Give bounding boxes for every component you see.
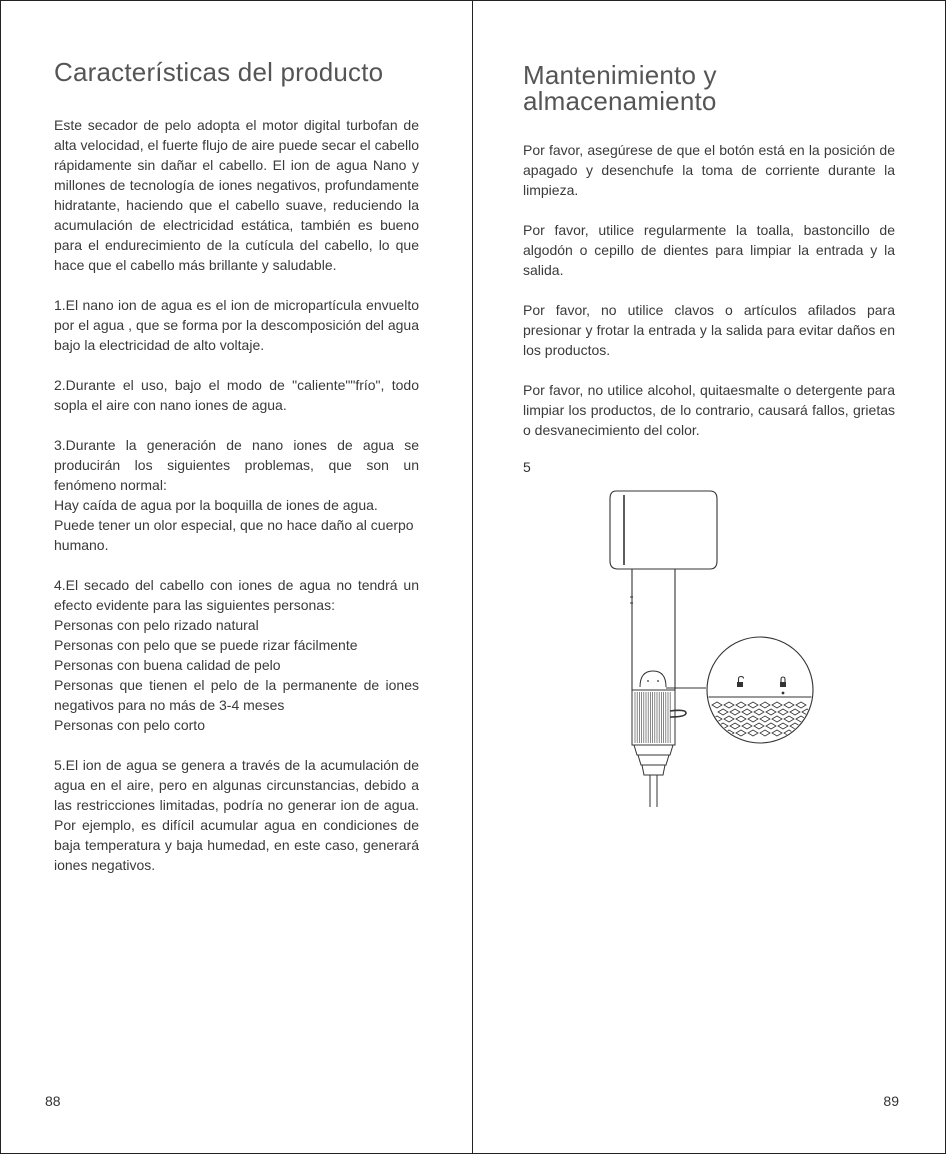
filter-hole [754,709,764,715]
dryer-handle [632,569,675,690]
feature-item-4-line: Personas que tienen el pelo de la permanente de iones negativos para no más de 3-4 meses [54,677,419,713]
maintenance-paragraph-4 [523,380,895,440]
feature-item-5-text: 5.El ion de agua se genera a través de la acumulación de agua en el aire, pero en algunas circunstancias, debido a las restricciones limitadas, podría no generar ion de agua. Por ejemplo, es difícil acumular agua en condiciones de baja temperatura y baja humedad, en este caso, generará iones negativos. [54,757,419,873]
filter-hole [784,730,794,736]
dryer-intake-filter [632,690,675,745]
feature-item-3 [54,435,419,555]
filter-hole [778,709,788,715]
dryer-switch-dot [657,680,659,682]
filter-hole [772,730,782,736]
filter-hole [736,716,746,722]
filter-hole [748,730,758,736]
feature-item-3-text: 3.Durante la generación de nano iones de agua se producirán los siguientes problemas, que son un fenómeno normal: [54,437,419,493]
left-page-title: Características del producto [54,57,384,87]
filter-hole [730,709,740,715]
feature-item-5 [54,755,419,875]
filter-hole [766,709,776,715]
intake-grille [635,692,670,743]
filter-hole [784,716,794,722]
filter-hole [766,723,776,729]
dryer-tail-ring [634,745,673,755]
lock-icon [780,677,786,687]
feature-item-4-line: Personas con pelo rizado natural [54,617,259,633]
feature-item-1 [54,295,419,355]
filter-hole [742,709,752,715]
filter-hole [724,716,734,722]
filter-hole [730,723,740,729]
feature-item-4-line: Personas con buena calidad de pelo [54,657,281,673]
filter-hole [724,702,734,708]
filter-hole [736,730,746,736]
dryer-switch-window [640,671,666,687]
magnified-view-circle [707,637,813,743]
page-number-left: 88 [45,1093,61,1109]
maintenance-text-3: Por favor, no utilice clavos o artículos afilados para presionar y frotar la entrada y la salida para evitar daños en los productos. [523,302,895,358]
filter-hole [712,730,722,736]
filter-hole [772,716,782,722]
filter-hole [742,723,752,729]
filter-hole [772,702,782,708]
maintenance-paragraph-2 [523,220,895,280]
dryer-switch-dot [647,680,649,682]
intro-text: Este secador de pelo adopta el motor digital turbofan de alta velocidad, el fuerte flujo de aire puede secar el cabello rápidamente sin dañar el cabello. El ion de agua Nano y millones de tecnología de iones negativos, profundamente hidratante, haciendo que el cabello suave, reduciendo la acumulación de electricidad estática, también es bueno para el endurecimiento de la cutícula del cabello, lo que hace que el cabello más brillante y saludable. [54,117,419,273]
filter-hole [784,702,794,708]
maintenance-paragraph-1 [523,140,895,200]
right-page-body [523,140,895,460]
intro-paragraph [54,115,419,275]
filter-hole [802,723,812,729]
right-page-title: Mantenimiento y almacenamiento [523,60,717,116]
feature-item-4-line: Personas con pelo corto [54,717,205,733]
dryer-tail-ring [638,755,669,765]
filter-hole [796,730,806,736]
maintenance-text-2: Por favor, utilice regularmente la toalla, bastoncillo de algodón o cepillo de dientes para limpiar la entrada y la salida. [523,222,895,278]
filter-hole [778,723,788,729]
feature-item-1-text: 1.El nano ion de agua es el ion de micropartícula envuelto por el agua , que se forma por la descomposición del agua bajo la electricidad de alto voltaje. [54,297,419,353]
maintenance-text-4: Por favor, no utilice alcohol, quitaesmalte o detergente para limpiar los productos, de lo contrario, causará fallos, grietas o desvanecimiento del color. [523,382,895,438]
feature-item-4-line: Personas con pelo que se puede rizar fácilmente [54,637,358,653]
dryer-head [610,491,717,569]
unlock-icon [737,677,744,688]
filter-hole [754,723,764,729]
filter-hole [760,702,770,708]
step-number: 5 [523,459,531,475]
maintenance-text-1: Por favor, asegúrese de que el botón está en la posición de apagado y desenchufe la toma de corriente durante la limpieza. [523,142,895,198]
feature-item-3-line: Puede tener un olor especial, que no hace daño al cuerpo humano. [54,517,414,553]
feature-item-3-line: Hay caída de agua por la boquilla de iones de agua. [54,497,378,513]
filter-hole [712,702,722,708]
dryer-tail-ring [642,765,665,775]
switch-indicator-dot [782,692,785,695]
feature-item-4-text: 4.El secado del cabello con iones de agua no tendrá un efecto evidente para las siguientes personas: [54,577,419,613]
filter-hole [790,709,800,715]
filter-hole [760,730,770,736]
hair-dryer-illustration [600,485,820,815]
feature-item-2-text: 2.Durante el uso, bajo el modo de "caliente""frío", todo sopla el aire con nano iones de agua. [54,377,419,413]
maintenance-paragraph-3 [523,300,895,360]
filter-hole [796,702,806,708]
cable-hook [670,710,686,717]
filter-hole [748,716,758,722]
page-number-right: 89 [883,1093,899,1109]
filter-hole [748,702,758,708]
feature-item-4 [54,575,419,735]
feature-item-2 [54,375,419,415]
filter-hole [736,702,746,708]
left-page-body [54,115,419,895]
filter-hole [760,716,770,722]
filter-hole [718,709,728,715]
